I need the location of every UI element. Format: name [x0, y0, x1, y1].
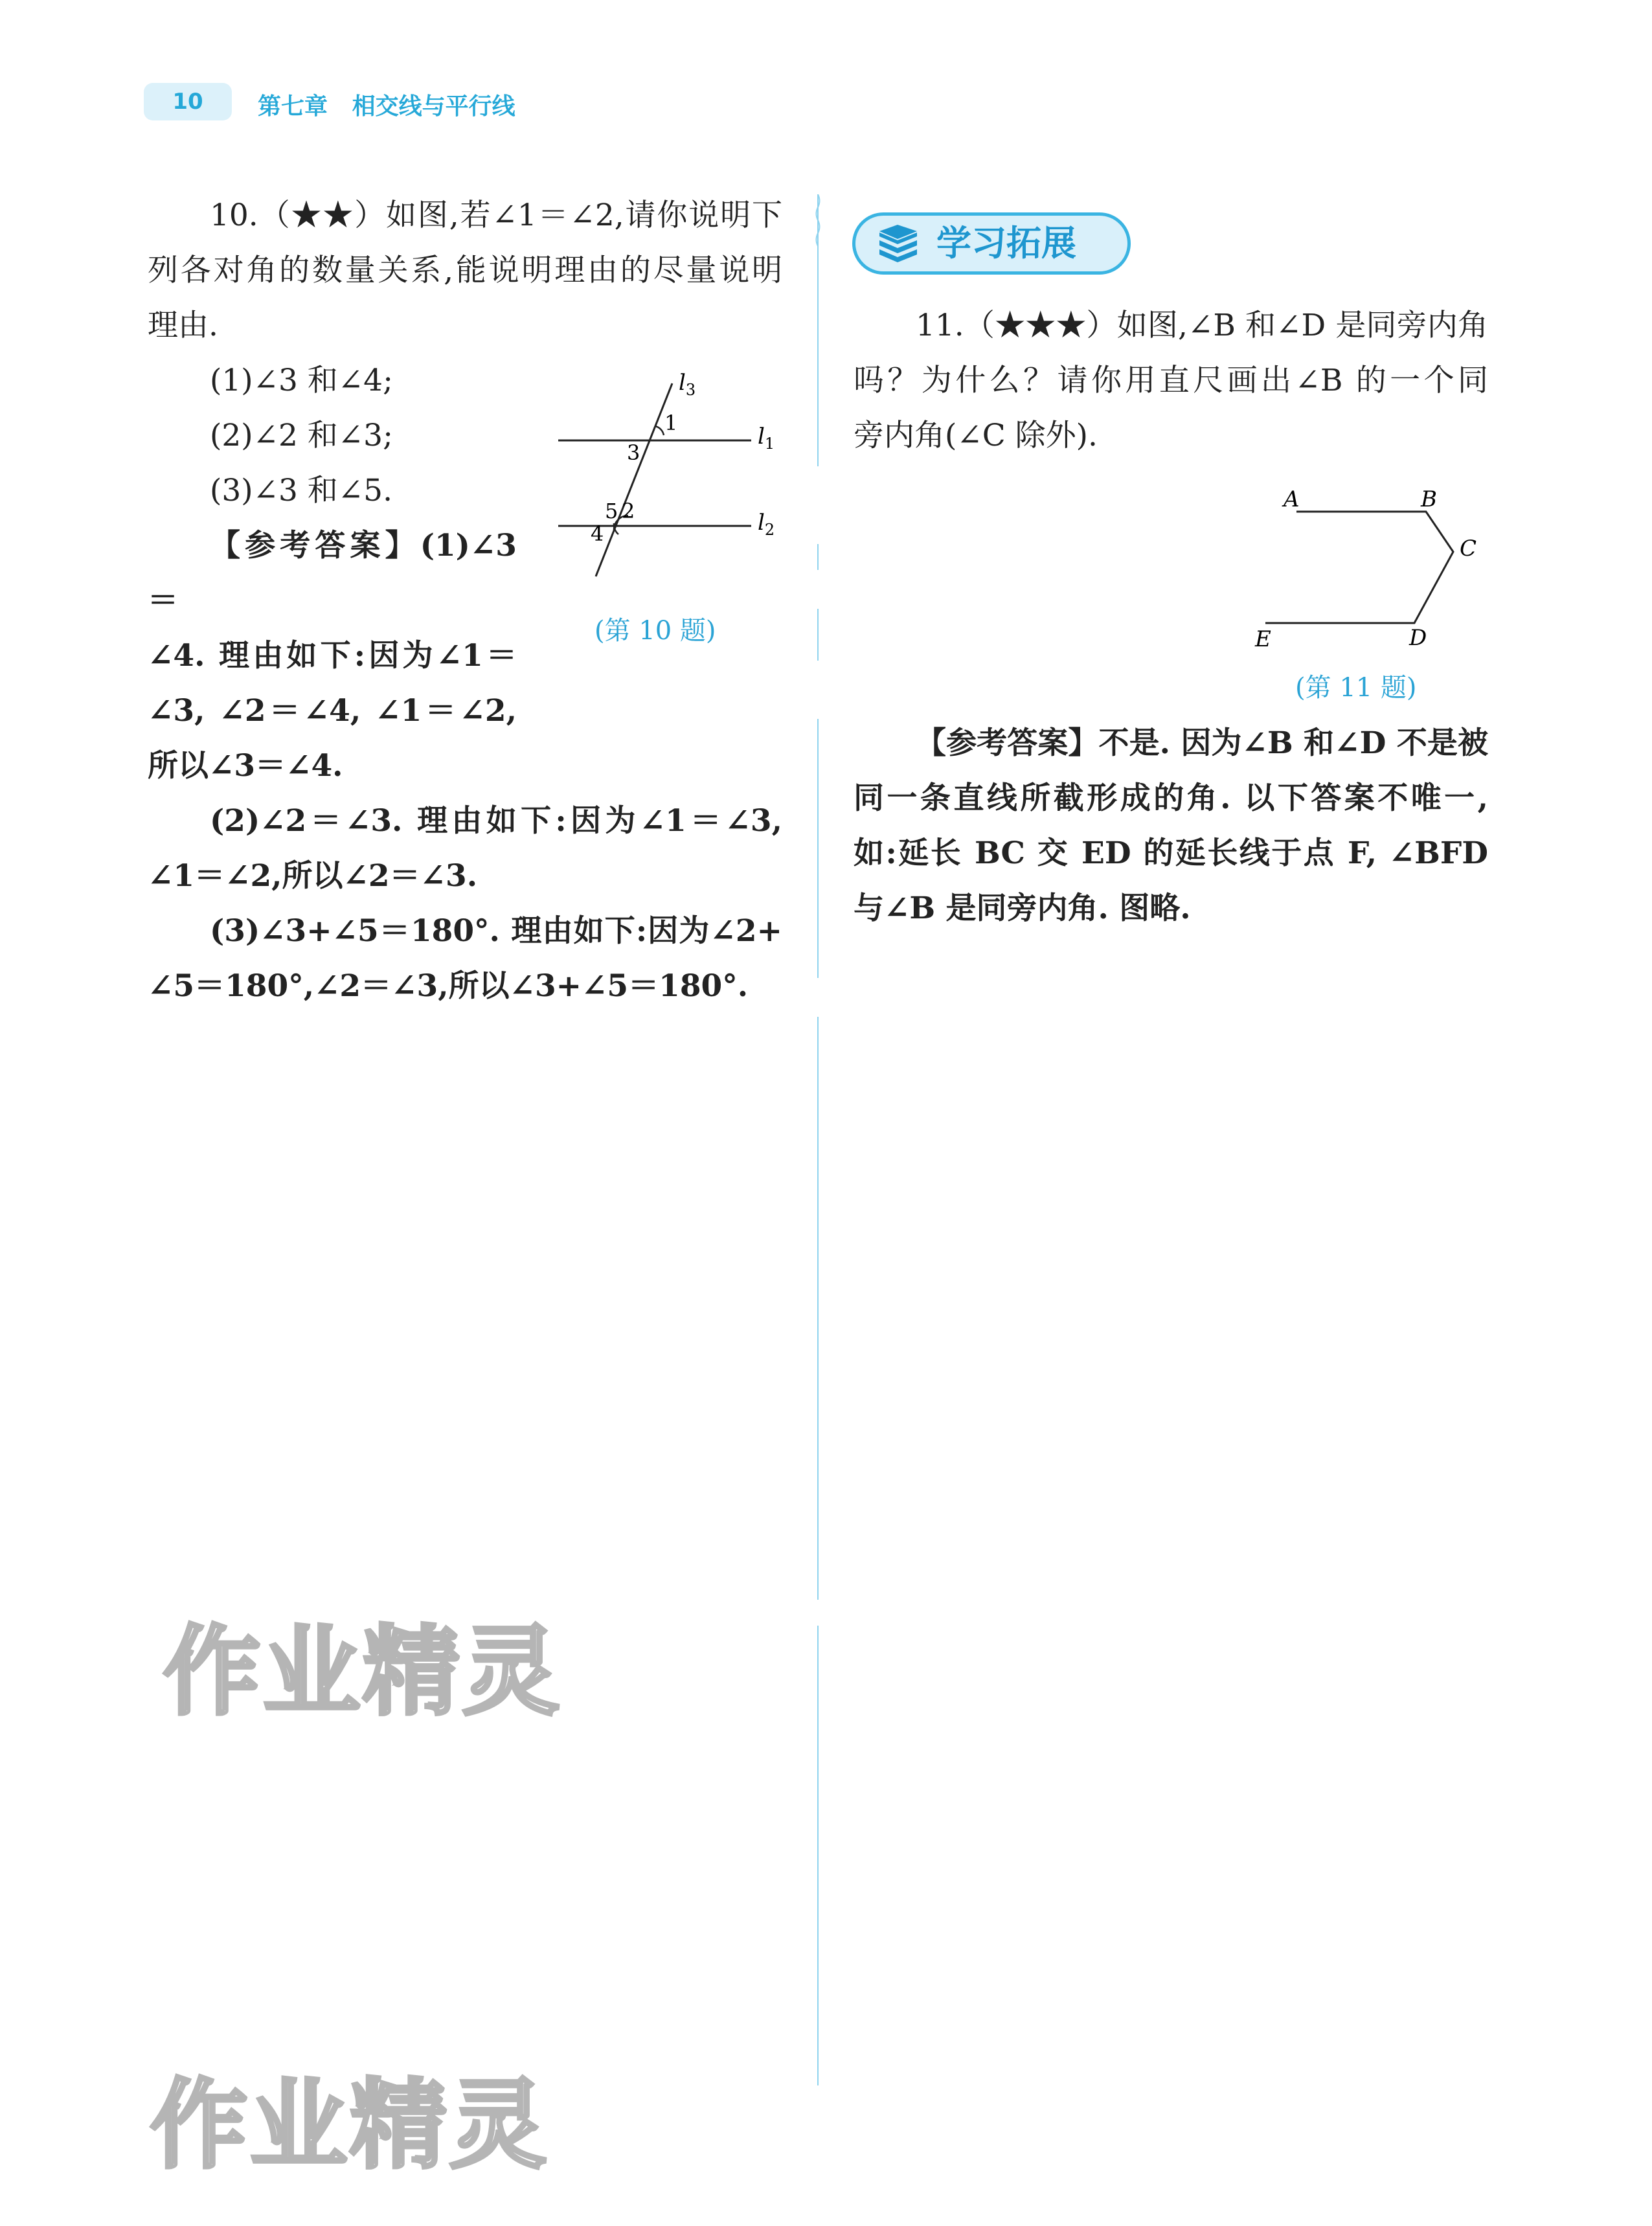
q10-part-2: (2)∠2 和∠3; [210, 418, 393, 453]
page-number-badge: 10 [144, 83, 232, 120]
stacked-books-icon [876, 223, 921, 264]
q11-answer-line-1: 【参考答案】不是. 因为∠B 和∠D 不是被 [916, 725, 1488, 761]
q11-stem-line-3: 旁内角(∠C 除外). [854, 418, 1098, 453]
label-l1: $l_1$ [758, 424, 775, 453]
q10-part-1: (1)∠3 和∠4; [210, 363, 393, 398]
label-angle-4: 4 [591, 521, 604, 546]
question-10 [148, 188, 782, 1014]
q11-figure [1243, 479, 1489, 661]
q11-answer-line-2: 同一条直线所截形成的角. 以下答案不唯一, [854, 780, 1488, 816]
label-B: B [1421, 486, 1437, 512]
label-angle-3: 3 [627, 440, 640, 465]
q10-answer-line-7: (3)∠3+∠5＝180°. 理由如下:因为∠2+ [210, 913, 782, 949]
label-angle-2: 2 [622, 499, 635, 523]
q11-figure-caption: (第 11 题) [1295, 673, 1417, 703]
label-E: E [1255, 626, 1271, 652]
question-11 [854, 298, 1488, 463]
label-l3: $l_3$ [679, 370, 696, 399]
label-l2: $l_2$ [758, 510, 775, 539]
q10-figure [550, 363, 797, 596]
q10-answer-line-6: ∠1＝∠2,所以∠2＝∠3. [148, 858, 478, 894]
q10-answer-line-5: (2)∠2＝∠3. 理由如下:因为∠1＝∠3, [210, 803, 782, 839]
chapter-title: 相交线与平行线 [352, 93, 515, 120]
q10-stem-line-3: 理由. [148, 308, 218, 343]
q11-answer-line-3: 如:延长 BC 交 ED 的延长线于点 F, ∠BFD [854, 835, 1488, 871]
section-title: 学习拓展 [936, 223, 1076, 264]
polyline-ABCDE [1265, 512, 1453, 623]
watermark-bottom: 作业精灵 [150, 2069, 550, 2182]
q10-figure-caption: (第 10 题) [594, 616, 716, 646]
column-divider [813, 194, 822, 2085]
q10-answer-line-3: ∠3, ∠2＝∠4, ∠1＝∠2, [148, 693, 517, 729]
q11-stem-line-2: 吗？为什么？请你用直尺画出∠B 的一个同 [854, 363, 1488, 398]
q10-stem-line-1: 10.（★★）如图,若∠1＝∠2,请你说明下 [210, 198, 782, 233]
watermark-top: 作业精灵 [163, 1616, 563, 1729]
q10-part-3: (3)∠3 和∠5. [210, 473, 393, 508]
chapter-number: 第七章 [258, 93, 328, 120]
q10-answer-line-4: 所以∠3＝∠4. [148, 748, 343, 784]
q11-answer-line-4: 与∠B 是同旁内角. 图略. [854, 891, 1191, 926]
q11-answer [854, 716, 1488, 936]
label-angle-1: 1 [664, 411, 678, 435]
label-C: C [1460, 536, 1477, 562]
line-l3 [596, 383, 672, 576]
q10-stem-line-2: 列各对角的数量关系,能说明理由的尽量说明 [148, 253, 782, 288]
label-A: A [1284, 486, 1300, 512]
q10-answer-line-8: ∠5＝180°,∠2＝∠3,所以∠3+∠5＝180°. [148, 968, 749, 1004]
label-angle-5: 5 [605, 499, 618, 523]
angle-1-arc [655, 426, 664, 435]
q10-answer-line-1: 【参考答案】(1)∠3＝ [148, 528, 517, 619]
q10-answer-line-2: ∠4. 理由如下:因为∠1＝ [148, 638, 517, 674]
running-header [258, 88, 515, 121]
label-D: D [1409, 625, 1427, 651]
q11-stem-line-1: 11.（★★★）如图,∠B 和∠D 是同旁内角 [916, 308, 1488, 343]
